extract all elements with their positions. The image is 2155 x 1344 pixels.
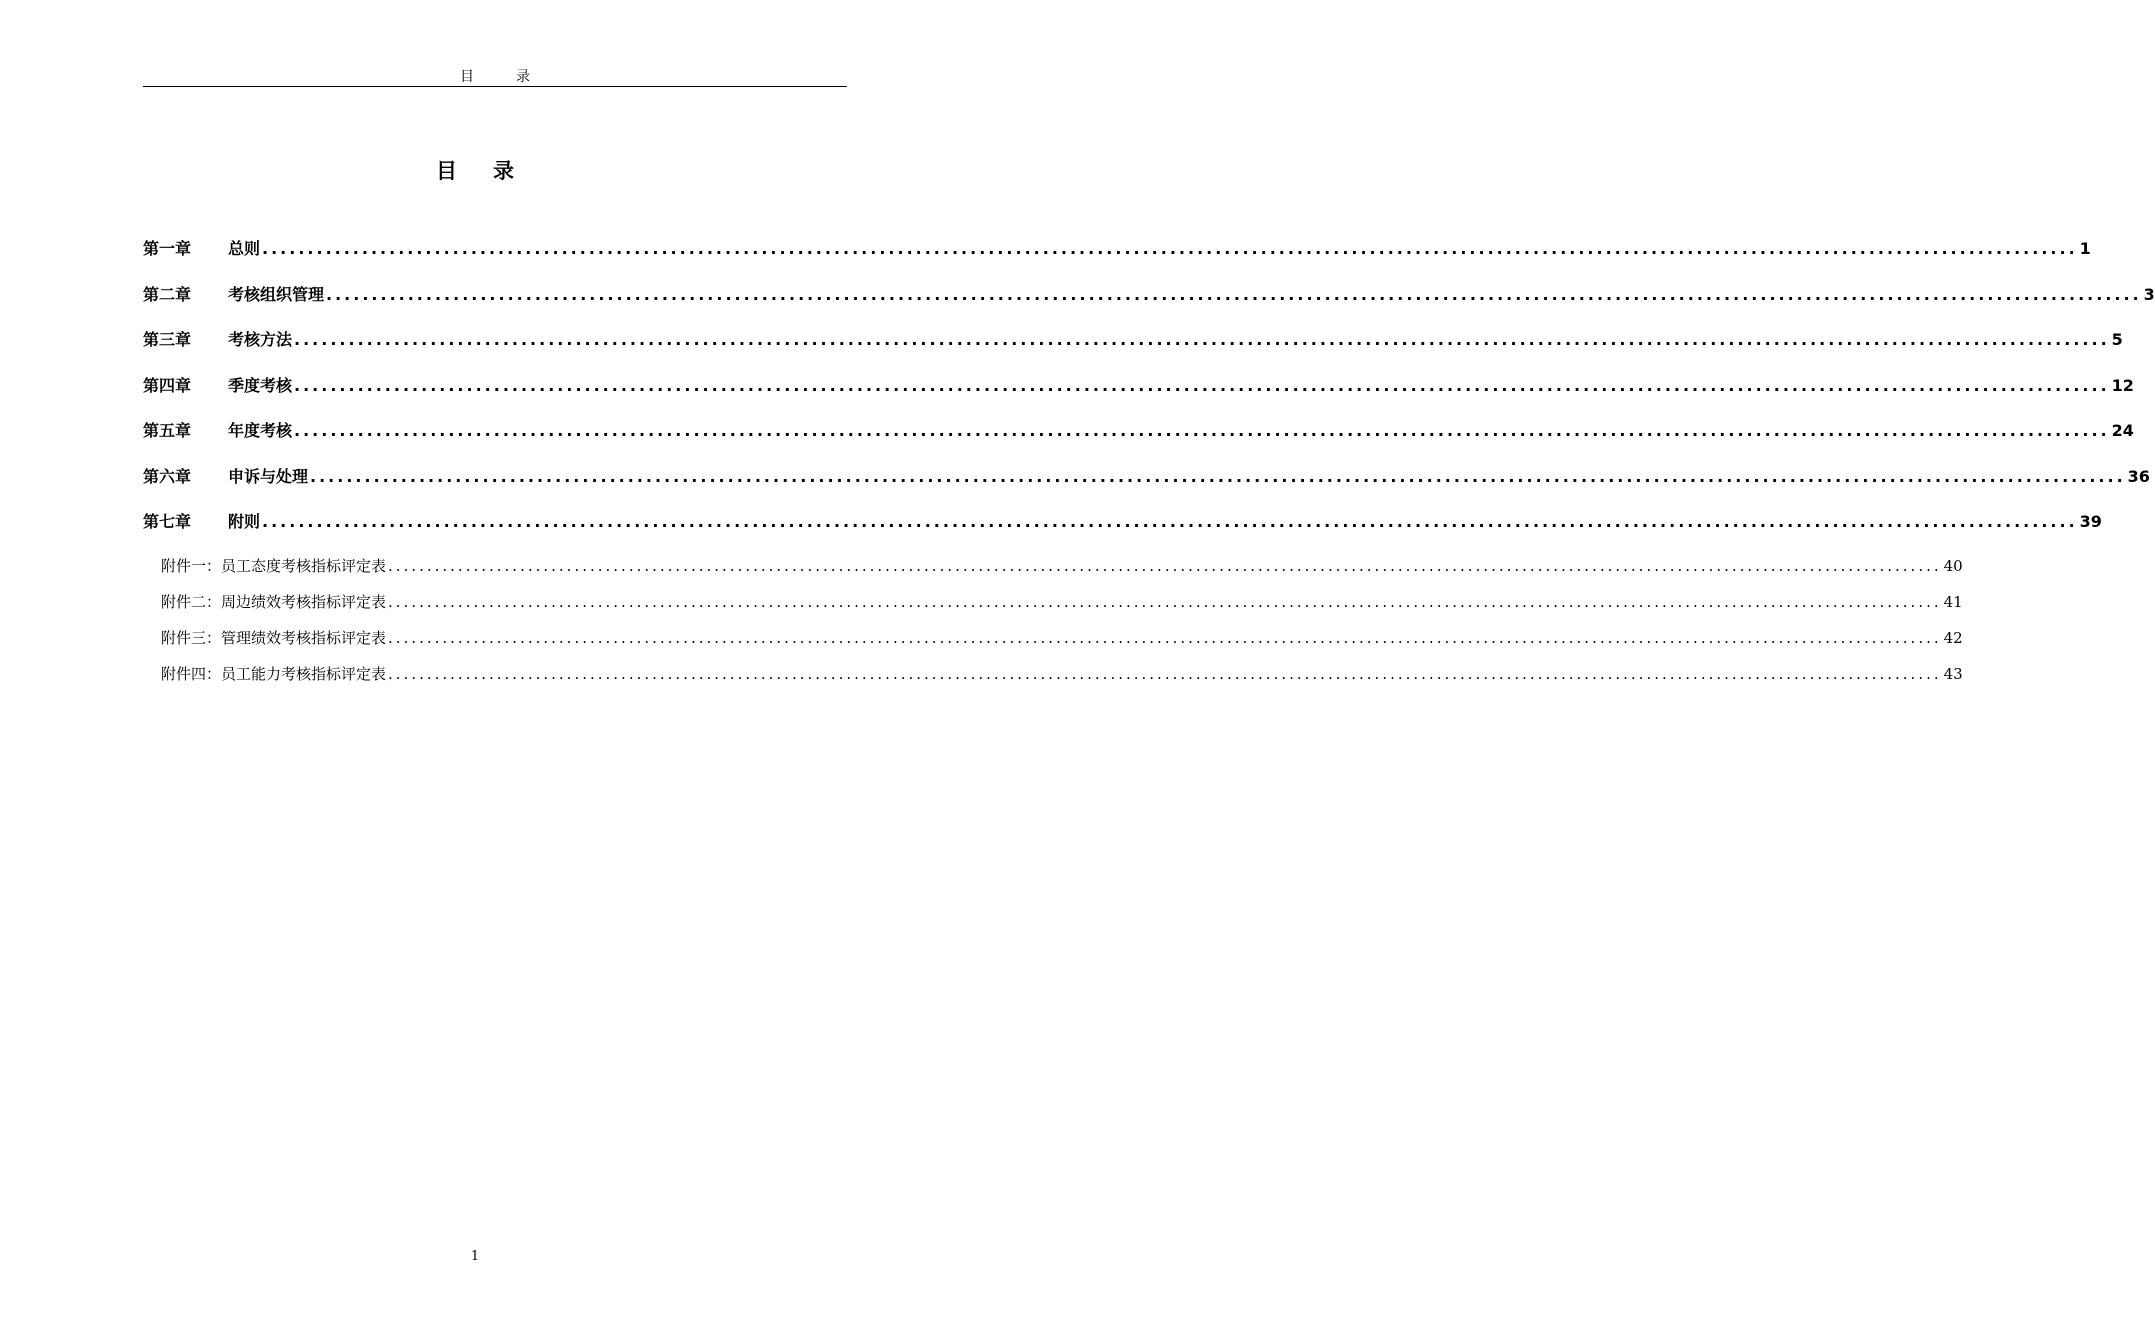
- dot-leader: ........................................................................................................................................................................................................: [294, 421, 2110, 440]
- dot-leader: ........................................................................................................................................................................................................: [388, 592, 1942, 611]
- toc-entry-chapter-7[interactable]: [143, 509, 2102, 555]
- page-ref: 42: [1943, 628, 1963, 647]
- toc-entry-appendix-3[interactable]: [143, 627, 1963, 663]
- dot-leader: ........................................................................................................................................................................................................: [388, 628, 1942, 647]
- chapter-number: 第六章: [143, 466, 192, 486]
- toc-entry-appendix-4[interactable]: [143, 663, 1963, 699]
- page-ref: 24: [2111, 421, 2134, 440]
- page-ref: 3: [2143, 284, 2155, 304]
- dot-leader: ........................................................................................................................................................................................................: [294, 375, 2110, 395]
- running-header-char: 目: [460, 69, 474, 85]
- page-ref: 1: [2079, 239, 2091, 258]
- toc-entry-chapter-4[interactable]: [143, 373, 2134, 419]
- chapter-number: 第一章: [143, 239, 192, 258]
- page-ref: 5: [2111, 330, 2123, 349]
- running-header-char: 录: [516, 69, 530, 85]
- page-title-char: 录: [493, 159, 514, 183]
- table-of-contents: [143, 236, 2155, 699]
- chapter-title: 附则: [228, 512, 261, 531]
- chapter-number: 第五章: [143, 421, 192, 440]
- chapter-title: 总则: [228, 239, 261, 258]
- dot-leader: ........................................................................................................................................................................................................: [388, 664, 1942, 683]
- dot-leader: ........................................................................................................................................................................................................: [388, 556, 1942, 575]
- dot-leader: ........................................................................................................................................................................................................: [262, 239, 2078, 258]
- dot-leader: ........................................................................................................................................................................................................: [326, 284, 2142, 304]
- toc-entry-appendix-1[interactable]: [143, 555, 1963, 591]
- chapter-number: 第三章: [143, 330, 192, 349]
- running-header: [143, 66, 847, 87]
- toc-entry-chapter-2[interactable]: [143, 282, 2155, 328]
- chapter-number: 第二章: [143, 284, 192, 304]
- page-number: 1: [470, 1249, 480, 1264]
- toc-entry-appendix-2[interactable]: [143, 591, 1963, 627]
- dot-leader: ........................................................................................................................................................................................................: [294, 330, 2110, 349]
- toc-entry-chapter-6[interactable]: [143, 464, 2150, 510]
- page-ref: 12: [2111, 375, 2134, 395]
- chapter-title: 考核组织管理: [228, 284, 325, 304]
- page-title: [0, 155, 950, 185]
- toc-entry-chapter-1[interactable]: [143, 236, 2091, 282]
- appendix-title: 附件二：周边绩效考核指标评定表: [161, 592, 387, 611]
- toc-entry-chapter-3[interactable]: [143, 327, 2123, 373]
- dot-leader: ........................................................................................................................................................................................................: [262, 512, 2078, 531]
- chapter-title: 考核方法: [228, 330, 293, 349]
- dot-leader: ........................................................................................................................................................................................................: [310, 466, 2126, 486]
- page-ref: 36: [2127, 466, 2150, 486]
- appendix-title: 附件一：员工态度考核指标评定表: [161, 556, 387, 575]
- page-ref: 43: [1943, 664, 1963, 683]
- chapter-title: 季度考核: [228, 375, 293, 395]
- page-ref: 40: [1943, 556, 1963, 575]
- page-ref: 41: [1943, 592, 1963, 611]
- toc-entry-chapter-5[interactable]: [143, 418, 2134, 464]
- chapter-number: 第四章: [143, 375, 192, 395]
- chapter-number: 第七章: [143, 512, 192, 531]
- chapter-title: 年度考核: [228, 421, 293, 440]
- appendix-title: 附件四：员工能力考核指标评定表: [161, 664, 387, 683]
- page-title-char: 目: [436, 159, 457, 183]
- appendix-title: 附件三：管理绩效考核指标评定表: [161, 628, 387, 647]
- page-ref: 39: [2079, 512, 2102, 531]
- chapter-title: 申诉与处理: [228, 466, 309, 486]
